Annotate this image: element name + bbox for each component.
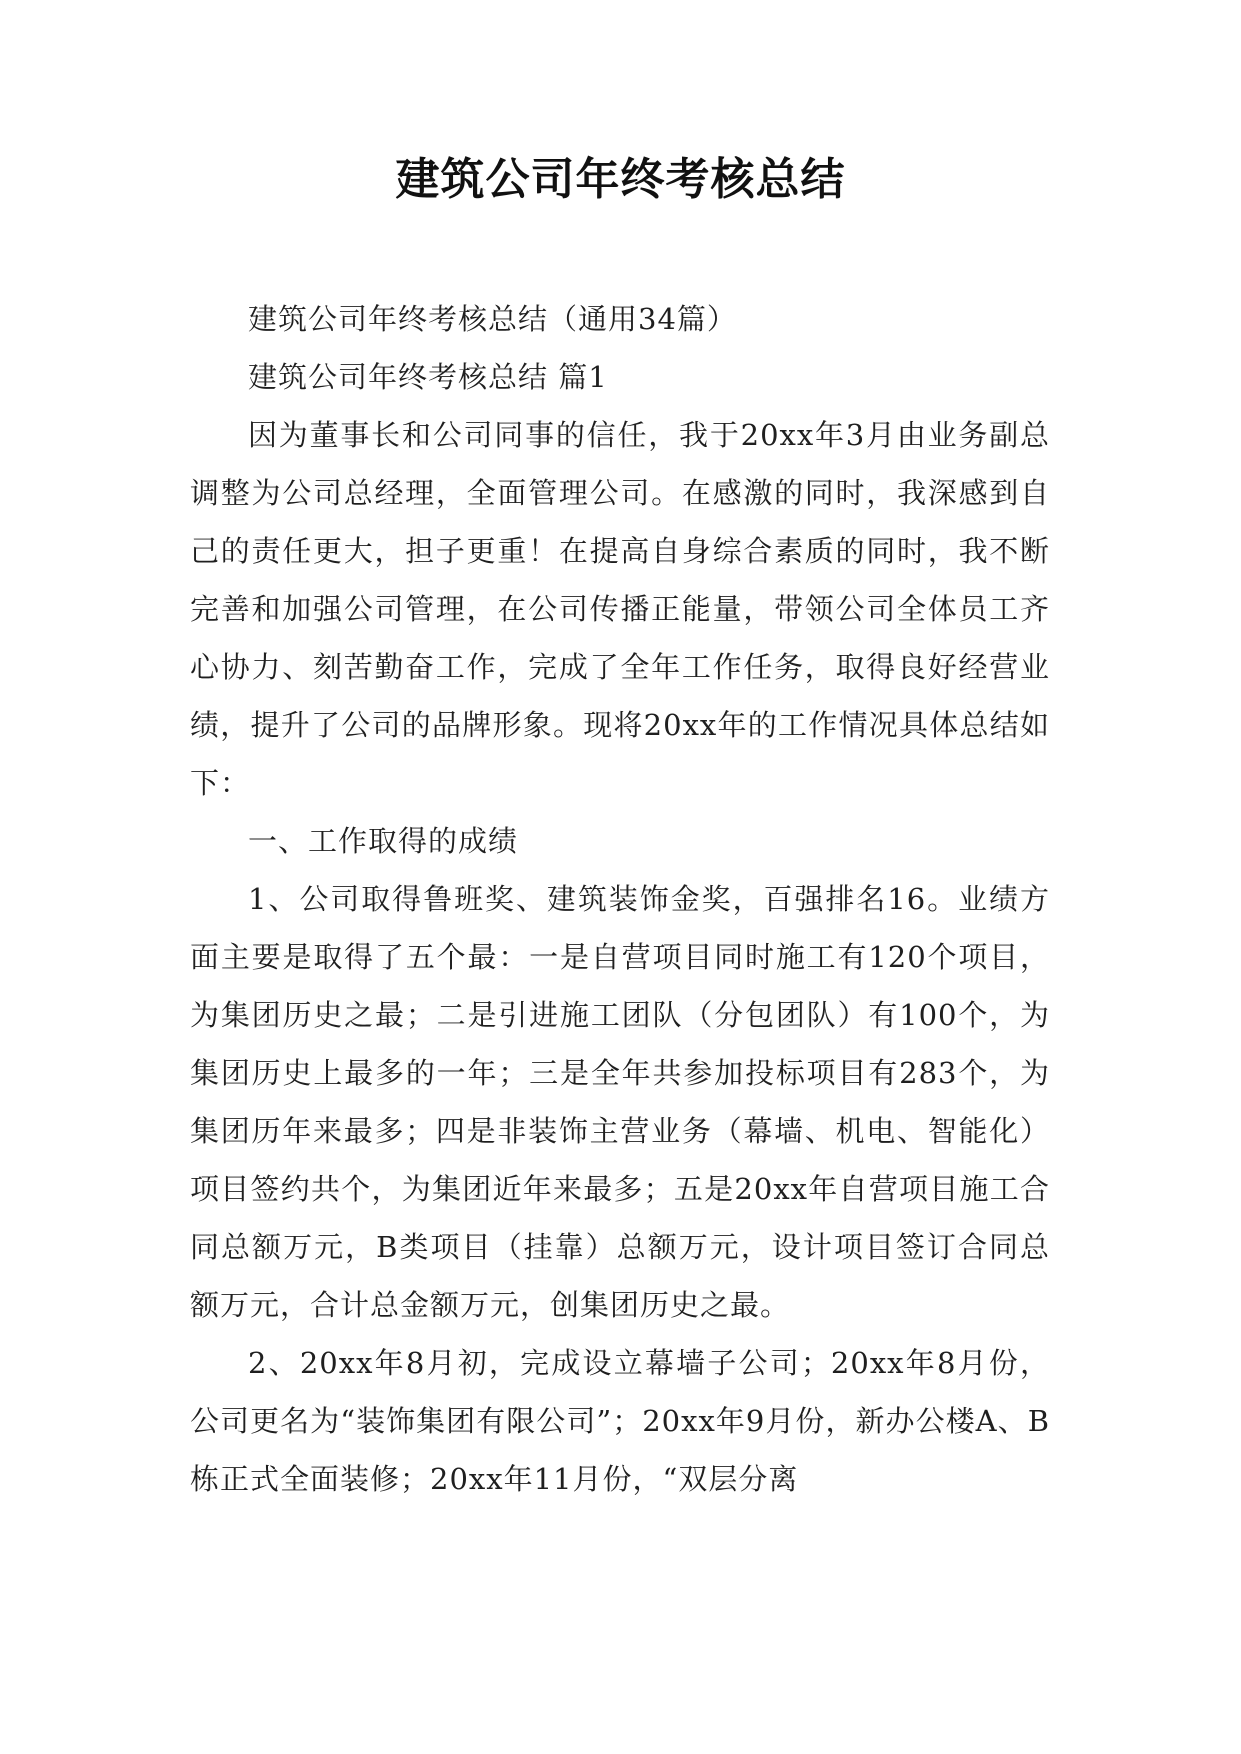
paragraph-subtitle: 建筑公司年终考核总结（通用34篇） [248, 302, 737, 336]
paragraph-section-heading: 建筑公司年终考核总结 篇1 [248, 360, 608, 394]
document-body [190, 290, 1050, 1508]
document-title: 建筑公司年终考核总结 [395, 154, 846, 205]
paragraph-heading-achievements: 一、工作取得的成绩 [248, 824, 519, 858]
paragraph-item-1: 1、公司取得鲁班奖、建筑装饰金奖，百强排名16。业绩方面主要是取得了五个最：一是自营项目同时施工有120个项目，为集团历史之最；二是引进施工团队（分包团队）有100个，为集团历史上最多的一年；三是全年共参加投标项目有283个，为集团历年来最多；四是非装饰主营业务（幕墙、机电、智能化）项目签约共个，为集团近年来最多；五是20xx年自营项目施工合同总额万元，B类项目（挂靠）总额万元，设计项目签订合同总额万元，合计总金额万元，创集团历史之最。 [190, 882, 1050, 1322]
paragraph-item-2: 2、20xx年8月初，完成设立幕墙子公司；20xx年8月份，公司更名为“装饰集团有限公司”；20xx年9月份，新办公楼A、B栋正式全面装修；20xx年11月份，“双层分离 [190, 1346, 1050, 1496]
paragraph-intro: 因为董事长和公司同事的信任，我于20xx年3月由业务副总调整为公司总经理，全面管理公司。在感激的同时，我深感到自己的责任更大，担子更重！在提高自身综合素质的同时，我不断完善和加强公司管理，在公司传播正能量，带领公司全体员工齐心协力、刻苦勤奋工作，完成了全年工作任务，取得良好经营业绩，提升了公司的品牌形象。现将20xx年的工作情况具体总结如下： [190, 418, 1050, 800]
